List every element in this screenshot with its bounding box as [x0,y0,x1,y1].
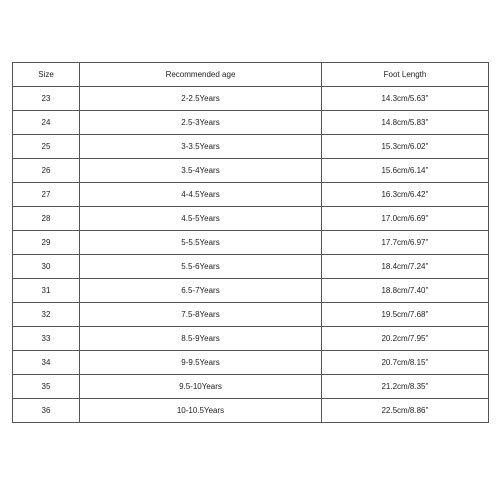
cell-size: 29 [13,231,80,255]
cell-foot-length: 18.4cm/7.24'' [322,255,489,279]
cell-size: 35 [13,375,80,399]
table-row [13,111,489,135]
table-row [13,399,489,423]
size-chart-table [12,62,489,423]
table-row [13,231,489,255]
cell-recommended-age: 3.5-4Years [80,159,322,183]
cell-size: 28 [13,207,80,231]
cell-recommended-age: 9-9.5Years [80,351,322,375]
cell-recommended-age: 10-10.5Years [80,399,322,423]
cell-foot-length: 20.2cm/7.95'' [322,327,489,351]
cell-recommended-age: 6.5-7Years [80,279,322,303]
cell-foot-length: 14.8cm/5.83'' [322,111,489,135]
cell-foot-length: 16.3cm/6.42'' [322,183,489,207]
header-size: Size [13,63,80,87]
table-row [13,183,489,207]
header-recommended-age: Recommended age [80,63,322,87]
cell-recommended-age: 4-4.5Years [80,183,322,207]
table-row [13,303,489,327]
cell-foot-length: 21.2cm/8.35'' [322,375,489,399]
cell-recommended-age: 8.5-9Years [80,327,322,351]
cell-foot-length: 22.5cm/8.86'' [322,399,489,423]
cell-recommended-age: 3-3.5Years [80,135,322,159]
table-row [13,255,489,279]
table-header-row [13,63,489,87]
header-foot-length: Foot Length [322,63,489,87]
cell-recommended-age: 2.5-3Years [80,111,322,135]
cell-recommended-age: 2-2.5Years [80,87,322,111]
cell-recommended-age: 5.5-6Years [80,255,322,279]
cell-size: 27 [13,183,80,207]
cell-size: 31 [13,279,80,303]
table-row [13,351,489,375]
cell-recommended-age: 4.5-5Years [80,207,322,231]
cell-foot-length: 15.6cm/6.14'' [322,159,489,183]
cell-foot-length: 20.7cm/8.15'' [322,351,489,375]
table-row [13,159,489,183]
cell-foot-length: 14.3cm/5.63'' [322,87,489,111]
cell-size: 24 [13,111,80,135]
cell-size: 25 [13,135,80,159]
cell-foot-length: 18.8cm/7.40'' [322,279,489,303]
table-row [13,375,489,399]
cell-foot-length: 17.7cm/6.97'' [322,231,489,255]
table-row [13,327,489,351]
cell-foot-length: 17.0cm/6.69'' [322,207,489,231]
table-row [13,207,489,231]
cell-foot-length: 15.3cm/6.02'' [322,135,489,159]
cell-recommended-age: 7.5-8Years [80,303,322,327]
cell-size: 26 [13,159,80,183]
cell-size: 23 [13,87,80,111]
cell-recommended-age: 9.5-10Years [80,375,322,399]
cell-size: 36 [13,399,80,423]
cell-size: 34 [13,351,80,375]
cell-size: 32 [13,303,80,327]
table-row [13,87,489,111]
cell-recommended-age: 5-5.5Years [80,231,322,255]
cell-size: 33 [13,327,80,351]
table-row [13,279,489,303]
cell-foot-length: 19.5cm/7.68'' [322,303,489,327]
cell-size: 30 [13,255,80,279]
table-row [13,135,489,159]
